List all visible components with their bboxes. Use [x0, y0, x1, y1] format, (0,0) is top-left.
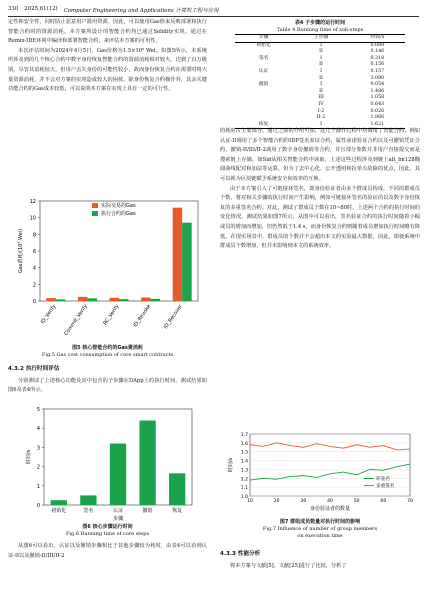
y-tick-label: 5 [36, 407, 40, 413]
table-cell: II [319, 88, 323, 94]
paragraph: 分别测试了上述核心功能及其中包含的子步骤在DApp上的执行时间，测试结果如图6及表4所示。 [8, 377, 207, 394]
paragraph: 的耗时占主要部分，通过之前的介绍可知，这几个操作过程中均调用了智能合约，例如认证-II调用了多个智能合约的IDP签名验证合约，属性承诺验证合约以及可撤销凭证合约，撤销-II/III/II-2调用了数字身份撤销等合约，并且部分参数并非用户直接提交而是搜索链上存储，如Sid从相关智能合约中读取，上述这些过程涉及到链上alt_bn128椭圆曲线配对和加法等运算，但为了去中心化、公开透明和抗单点故障的优点，因此，其可以视为区块链赋予系统安全和效率的互换。 [220, 128, 420, 182]
y-tick-label: 0 [36, 503, 40, 509]
bar [173, 208, 182, 301]
table-cell: IV [318, 101, 324, 107]
y-tick-label: 1.2 [240, 477, 248, 483]
table-row [235, 115, 405, 122]
table-cell: 签名 [258, 55, 269, 61]
y-axis-label: 时间/s [228, 457, 234, 473]
y-tick-label: 1.4 [240, 459, 248, 465]
paragraph: 定性和安全性，同时防止恶意用户滥用资源。因此，可以使用Gas值来反映部署和执行智能合约时的资源消耗。本方案所设计的智能合约均已通过Solidity实现。通过在Remix-IDE环境中编译和部署智能合约，来评估本方案的可用性。 [8, 19, 207, 45]
y-tick-label: 1.1 [240, 486, 248, 492]
paragraph: 由于本方案引入了可链接环签名，即身份验证者由多个群成员构成，不同的群成员个数，将对相关步骤的执行时间产生影响，例如可链接环签名的验证的以及数字身份恢复的多重签名合约。对此，测试了群成员个数在10~80时，上述两个合约的执行时间的变化情况，测试结果如图7所示。从图中可以看出，签名验证合约的执行时间随着小幅或员的增加而增加，但仍然低于1.4 s，而身份恢复合约则随着成员增加执行时间略有降低。在现实场景中，群成员的个数并不会超出本文的实验最大数据，因此，即使系统中群成员个数增加，但并未影响到本文的系统效率。 [220, 185, 420, 250]
table-row [235, 95, 405, 102]
y-tick-label: 2 [36, 464, 40, 471]
x-tick-label: Commit_Verify [63, 303, 90, 337]
y-tick-label: 1.0 [240, 495, 248, 500]
table-cell: 认证 [258, 68, 269, 74]
figure-7-caption-cn: 图7 群组成员数量对执行时间的影响 [279, 519, 361, 525]
x-tick-label: 20 [273, 499, 280, 504]
table-cell: I-2 [317, 108, 325, 114]
table-cell: II [319, 75, 323, 81]
table-cell: 0.318 [370, 55, 385, 61]
paragraph: 本次评估时间为2024年4月5日，Gas价格为1.5×10⁹ Wei。如图5所示，本系统所涉及到的几个核心合约中数字身份恢复智能合约的资源消耗相对较大，达到了百万级别，尽管其消耗较大，但用户丢失身份的可能性较小，故而身份恢复合约在需要时将大量资源消耗，并不会对方案的实现造成较大的困扰。除身份恢复合约操作外，其余关键功能合约的Gas成本较低，可以说明本方案在实现上具有一定的可行性。 [8, 47, 207, 93]
y-tick-label: 0 [32, 299, 36, 305]
x-tick-label: 签名 [83, 508, 94, 514]
bar [78, 297, 87, 301]
x-tick-label: 60 [380, 499, 387, 504]
table-cell [235, 89, 292, 96]
figure-7-caption [220, 519, 420, 540]
table-cell: I [292, 122, 349, 129]
table-cell: 初始化 [256, 42, 271, 48]
table-row [235, 102, 405, 109]
column-header: 步骤 [235, 35, 292, 43]
bar [87, 298, 96, 301]
bar [141, 298, 150, 302]
table-row [235, 82, 405, 89]
table-cell: 0.026 [370, 108, 385, 114]
bar [56, 299, 65, 301]
bar [110, 298, 119, 301]
figure-5-caption-cn: 图5 核心智能合约的Gas费消耗 [72, 345, 143, 351]
paragraph: 将本方案与文献[5]、文献[25]进行了比较，分析了 [230, 562, 347, 569]
table-cell: 1.866 [370, 115, 385, 121]
table-4-title-cn: 表4 子步骤的运行时间 [294, 20, 346, 26]
x-tick-label: 认证 [112, 508, 124, 514]
figure-5-chart [14, 195, 204, 345]
x-tick-label: 30 [300, 499, 307, 504]
legend-label: 多重签名 [376, 484, 395, 489]
bar [119, 299, 128, 301]
x-tick-label: ID_Revoke [132, 303, 153, 329]
table-cell: 0.157 [370, 68, 385, 74]
table-cell: 0.643 [370, 101, 385, 107]
table-cell: II-2 [316, 115, 326, 121]
legend-swatch [92, 211, 98, 216]
table-cell: 0.156 [370, 62, 385, 68]
table-cell: 1.621 [350, 122, 405, 129]
table-row [235, 69, 405, 76]
bar [110, 444, 126, 505]
bar [169, 473, 185, 505]
y-tick-label: 3 [36, 445, 40, 452]
x-tick-label: 40 [327, 499, 333, 504]
y-tick-label: 4 [32, 265, 36, 272]
table-cell [235, 49, 292, 56]
table-cell [235, 115, 292, 122]
left-column-bottom [8, 542, 207, 561]
bar [139, 421, 155, 505]
right-column [220, 127, 420, 252]
x-tick-label: RC_Verify [102, 303, 121, 327]
table-row [235, 62, 405, 69]
table-4-grid [235, 34, 405, 129]
table-cell: II [319, 62, 323, 68]
journal-name: Computer Engineering and Applications 计算机工程与应用 [63, 8, 219, 14]
legend-label: 环签名 [376, 477, 390, 482]
x-axis-label: 步骤 [112, 516, 124, 522]
table-cell: I [320, 42, 322, 48]
figure-7-chart [226, 430, 416, 518]
section-heading: 4.3.2 执行时间评估 [8, 366, 60, 372]
column-header: 子步骤 [292, 35, 349, 43]
column-header: 时间/s [350, 35, 405, 43]
y-tick-label: 12 [29, 199, 36, 205]
y-tick-label: 1.7 [240, 433, 248, 438]
issue-info: 2025,61(12) [24, 6, 58, 12]
table-cell: 1.058 [370, 95, 385, 101]
x-tick-label: 50 [353, 499, 360, 504]
running-header [8, 6, 419, 17]
section-heading: 4.3.3 性能分析 [220, 551, 261, 557]
y-axis-label: 时间/s [26, 449, 32, 465]
x-tick-label: 10 [247, 499, 253, 504]
table-cell: 0.089 [370, 42, 385, 48]
y-tick-label: 2 [32, 282, 36, 289]
table-cell: 撤销 [258, 82, 269, 88]
bar [182, 223, 191, 301]
y-tick-label: 6 [32, 249, 36, 255]
table-cell: 恢复 [235, 122, 292, 129]
figure-7-caption-en-2: on execution time [297, 533, 343, 539]
bar [80, 495, 96, 505]
figure-6-chart [24, 405, 199, 523]
bar [51, 500, 67, 505]
x-tick-label: ID_Recover [162, 303, 184, 331]
left-column [8, 18, 207, 95]
table-cell: II [319, 49, 323, 55]
x-tick-label: 初始化 [51, 508, 67, 514]
figure-6-caption [8, 524, 207, 538]
y-tick-label: 1.6 [240, 441, 248, 447]
x-axis-label: 身份验证者的数量 [309, 506, 351, 512]
x-tick-label: ID_Verify [39, 303, 58, 326]
figure-7-caption-en-1: Fig.7 Influence of number of group members [262, 526, 378, 532]
figure-6-caption-cn: 图6 核心步骤运行时间 [82, 524, 133, 530]
table-cell: I [320, 82, 322, 88]
table-cell: 3.090 [370, 75, 385, 81]
legend-swatch [92, 203, 98, 208]
table-row [235, 49, 405, 56]
legend-label: 实际交易的Gas [101, 203, 136, 209]
bar [46, 298, 55, 301]
x-tick-label: 恢复 [172, 508, 183, 514]
series-line [250, 443, 410, 450]
y-tick-label: 10 [29, 215, 36, 222]
x-tick-label: 撤销 [142, 508, 153, 514]
table-cell: 0.146 [370, 49, 385, 55]
figure-5-caption-en: Fig.5 Gas cost consumption of core smart contracts [41, 352, 174, 358]
figure-6-caption-en: Fig.6 Running time of core steps [65, 531, 150, 537]
x-tick-label: 70 [407, 499, 413, 504]
left-column-middle [8, 363, 207, 396]
table-4 [220, 20, 420, 129]
table-cell [235, 95, 292, 102]
table-cell: I [320, 55, 322, 61]
figure-5-caption [8, 345, 207, 359]
table-cell [235, 109, 292, 116]
paragraph: 从图6可以看出，认证以及撤销步骤相比于其他步骤较为耗时，由表4可以看到认证-II以及撤销-II/III/II-2 [8, 543, 207, 559]
table-cell: III [318, 95, 324, 101]
table-cell [235, 102, 292, 109]
bar [151, 299, 160, 301]
y-axis-label: Gas消耗/(10⁵ Wei) [18, 228, 24, 274]
right-column-bottom [220, 548, 420, 571]
legend-label: 执行合约的Gas [101, 211, 136, 217]
page-number: 330 [8, 6, 19, 12]
table-cell: I [320, 68, 322, 74]
y-tick-label: 1.3 [240, 468, 248, 474]
y-tick-label: 8 [32, 232, 36, 239]
table-cell: 0.054 [370, 82, 385, 88]
table-cell: 1.486 [370, 88, 385, 94]
table-cell [235, 62, 292, 69]
table-4-title-en: Table 4 Running time of sub-steps [276, 27, 364, 33]
y-tick-label: 1.5 [240, 450, 248, 456]
y-tick-label: 4 [36, 426, 40, 433]
y-tick-label: 1 [36, 483, 40, 490]
